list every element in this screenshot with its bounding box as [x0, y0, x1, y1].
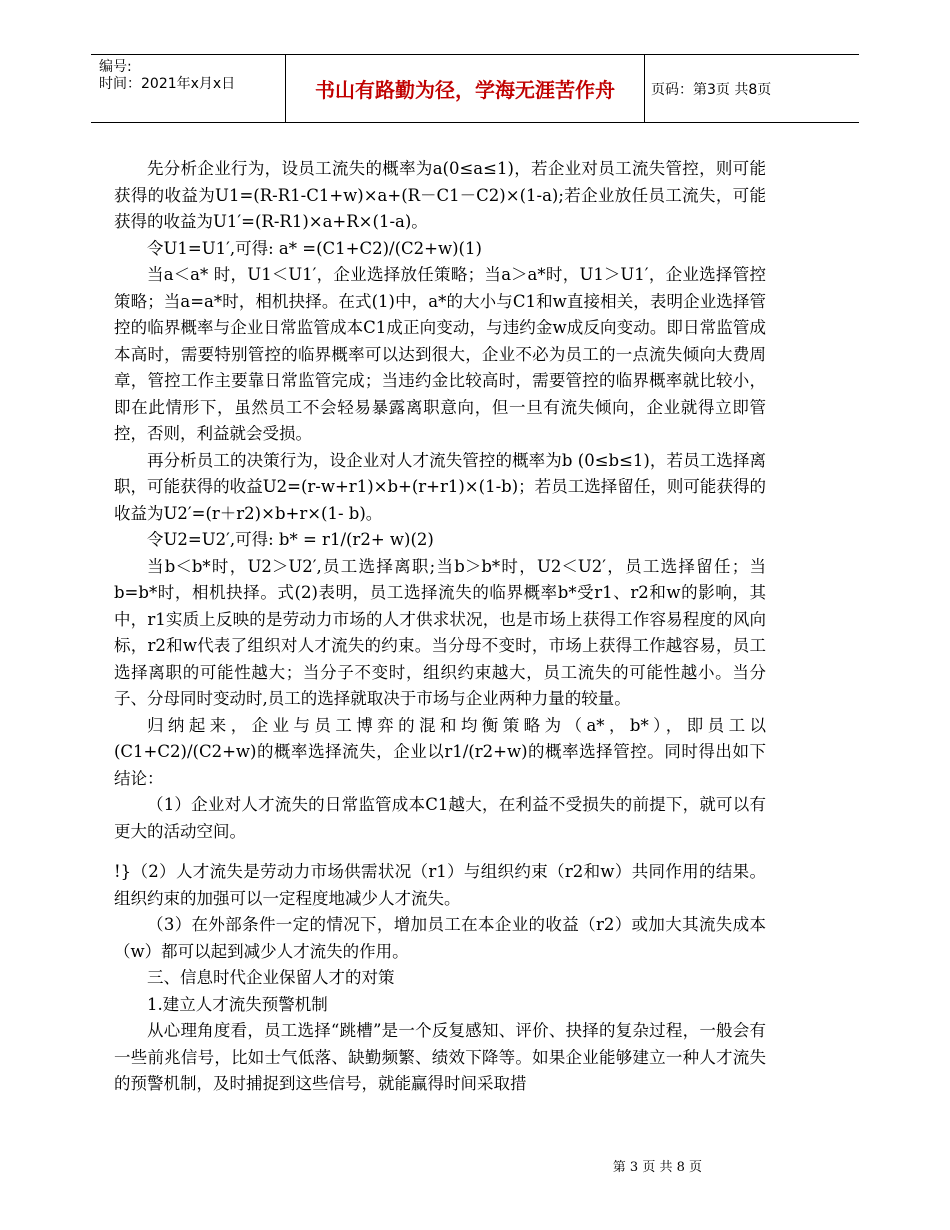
conclusion-item: !}（2）人才流失是劳动力市场供需状况（r1）与组织约束（r2和w）共同作用的结果。组织约束的加强可以一定程度地减少人才流失。 — [114, 862, 766, 908]
paragraph: 从心理角度看，员工选择“跳槽”是一个反复感知、评价、抉择的复杂过程，一般会有一些前兆信号，比如士气低落、缺勤频繁、绩效下降等。如果企业能够建立一种人才流失的预警机制，及时捕捉到这些信号，就能赢得时间采取措 — [114, 1021, 766, 1093]
spacer — [114, 845, 766, 859]
formula-line: 令U1=U1′,可得: a* =(C1+C2)/(C2+w)(1) — [147, 238, 482, 258]
paragraph: 归纳起来，企业与员工博弈的混和均衡策略为（a*，b*），即员工以(C1+C2)/(C2+w)的概率选择流失，企业以r1/(r2+w)的概率选择管控。同时得出如下结论： — [114, 715, 766, 788]
footer-page-number: 第 3 页 共 8 页 — [612, 1160, 702, 1175]
conclusion-item: （1）企业对人才流失的日常监管成本C1越大，在利益不受损失的前提下，就可以有更大的活动空间。 — [114, 795, 766, 841]
document-time: 时间：2021年x月x日 — [99, 76, 236, 92]
conclusion-item: （3）在外部条件一定的情况下，增加员工在本企业的收益（r2）或加大其流失成本（w）都可以起到减少人才流失的作用。 — [114, 915, 766, 961]
formula-line: 令U2=U2′,可得: b* = r1/(r2+ w)(2) — [147, 530, 434, 549]
paragraph: 当a＜a* 时，U1＜U1′，企业选择放任策略；当a＞a*时，U1＞U1′，企业选择管控策略；当a=a*时，相机抉择。在式(1)中，a*的大小与C1和w直接相关，表明企业选择管控的临界概率与企业日常监管成本C1成正向变动，与违约金w成反向变动。即日常监管成本高时，需要特别管控的临界概率可以达到很大，企业不必为员工的一点流失倾向大费周章，管控工作主要靠日常监管完成；当违约金比较高时，需要管控的临界概率就比较小，即在此情形下，虽然员工不会轻易暴露离职意向，但一旦有流失倾向，企业就得立即管控，否则，利益就会受损。 — [114, 265, 766, 443]
paragraph: 再分析员工的决策行为，设企业对人才流失管控的概率为b (0≤b≤1)，若员工选择离职，可能获得的收益U2=(r-w+r1)×b+(r+r1)×(1-b)；若员工选择留任，则可能获得的收益为U2′=(r＋r2)×b+r×(1- b)。 — [114, 450, 766, 523]
section-heading: 三、信息时代企业保留人才的对策 — [147, 968, 395, 987]
header-motto: 书山有路勤为径，学海无涯苦作舟 — [285, 55, 645, 122]
subsection-heading: 1.建立人才流失预警机制 — [147, 994, 328, 1014]
document-number-label: 编号: — [99, 59, 132, 75]
paragraph: 当b＜b*时，U2＞U2′,员工选择离职;当b＞b*时，U2＜U2′，员工选择留任；当b=b*时，相机抉择。式(2)表明，员工选择流失的临界概率b*受r1、r2和w的影响，其中，r1实质上反映的是劳动力市场的人才供求状况，也是市场上获得工作容易程度的风向标，r2和w代表了组织对人才流失的约束。当分母不变时，市场上获得工作越容易，员工选择离职的可能性越大；当分子不变时，组织约束越大，员工流失的可能性越小。当分子、分母同时变动时,员工的选择就取决于市场与企业两种力量的较量。 — [114, 556, 766, 708]
paragraph: 先分析企业行为，设员工流失的概率为a(0≤a≤1)，若企业对员工流失管控，则可能获得的收益为U1=(R-R1-C1+w)×a+(R－C1－C2)×(1-a);若企业放任员工流失，可能获得的收益为U1′=(R-R1)×a+R×(1-a)。 — [114, 159, 766, 231]
header-page-info: 页码：第3页 共8页 — [651, 81, 772, 98]
page-header — [91, 54, 859, 123]
document-body — [114, 156, 766, 1098]
header-left — [99, 55, 285, 126]
